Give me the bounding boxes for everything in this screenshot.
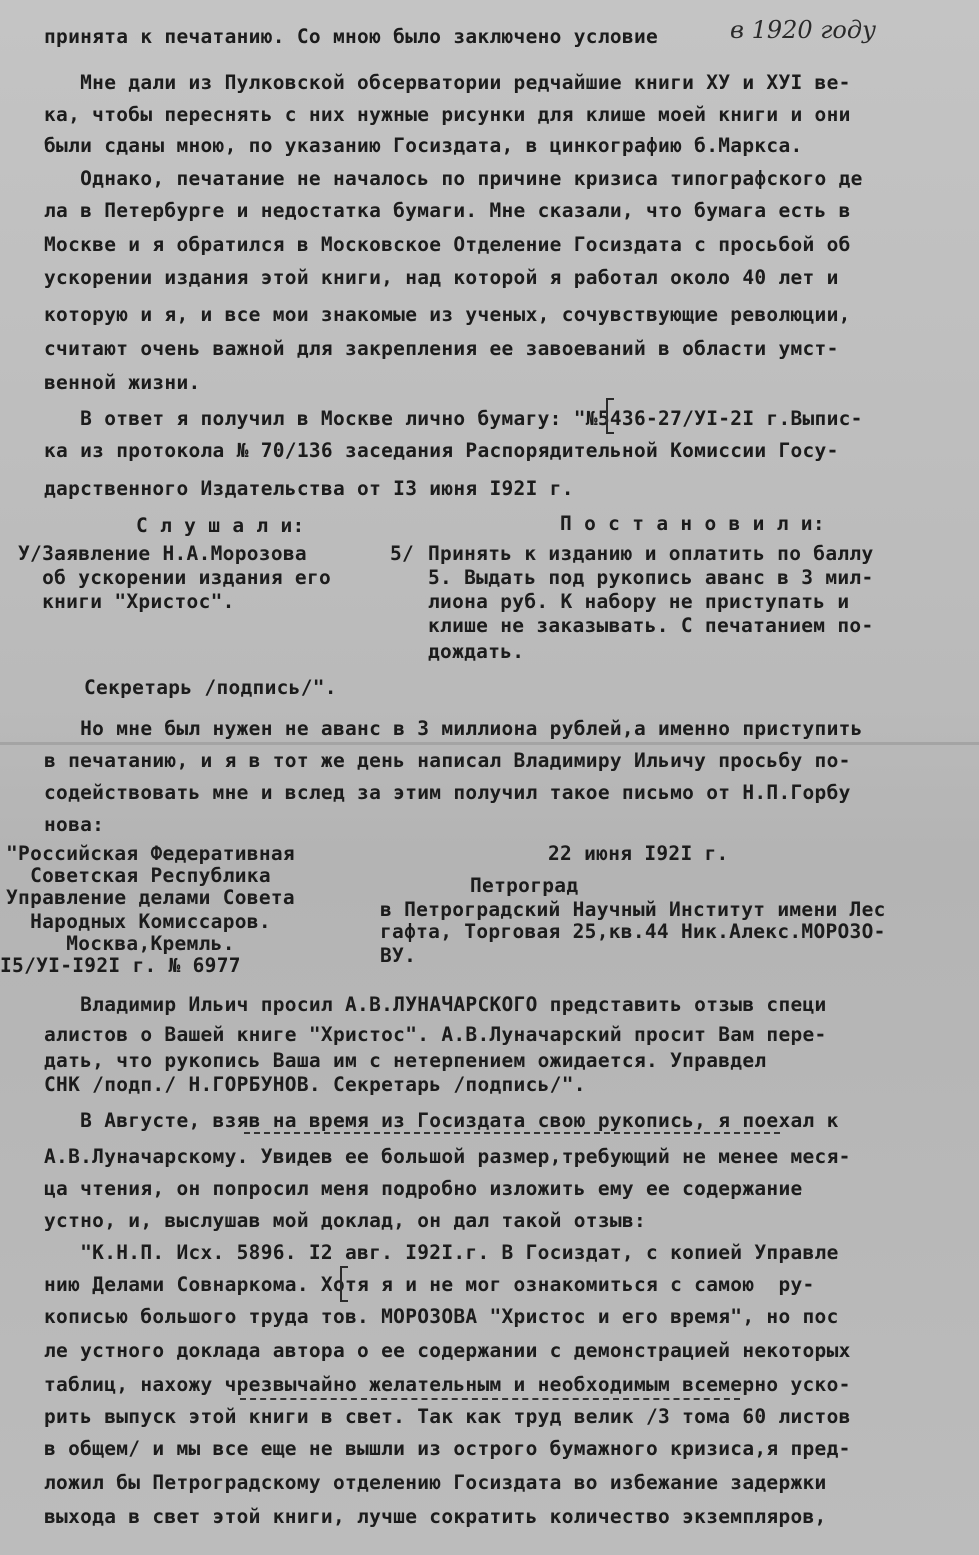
text-line: считают очень важной для закрепления ее завоеваний в области умст- [44, 337, 839, 360]
text-line: в общем/ и мы все еще не вышли из острого бумажного кризиса,я пред- [44, 1437, 851, 1460]
text-line: Мне дали из Пулковской обсерватории редчайшие книги ХУ и ХУI ве- [44, 71, 851, 94]
text-line: Но мне был нужен не аванс в 3 миллиона рублей,а именно приступить [44, 717, 863, 740]
letter-sender-line: Народных Комиссаров. [6, 910, 271, 933]
letter-address-line: в Петроградский Научный Институт имени Лес [380, 898, 886, 921]
text-line: В Августе, взяв на время из Госиздата свою рукопись, я поехал к [44, 1109, 839, 1132]
letter-sender-line: Москва,Кремль. [6, 932, 235, 955]
protocol-heard-heading: С л у ш а л и: [136, 514, 305, 537]
text-line: В ответ я получил в Москве лично бумагу: "№5436-27/УI-2I г.Выпис- [44, 407, 863, 430]
text-line: содействовать мне и вслед за этим получил такое письмо от Н.П.Горбу [44, 781, 851, 804]
text-line: венной жизни. [44, 371, 201, 394]
text-line: Москве и я обратился в Московское Отделение Госиздата с просьбой об [44, 233, 851, 256]
text-line: нию Делами Совнаркома. Хотя я и не мог ознакомиться с самою ру- [44, 1273, 815, 1296]
text-line: Владимир Ильич просил А.В.ЛУНАЧАРСКОГО представить отзыв специ [44, 993, 827, 1016]
text-line: ла в Петербурге и недостатка бумаги. Мне сказали, что бумага есть в [44, 199, 851, 222]
protocol-heard-line: У/Заявление Н.А.Морозова [18, 542, 307, 565]
text-line: "К.Н.П. Исх. 5896. I2 авг. I92I.г. В Госиздат, с копией Управле [44, 1241, 839, 1264]
protocol-heard-line: об ускорении издания его [18, 566, 332, 589]
text-line: нова: [44, 813, 105, 836]
text-line: дарственного Издательства от I3 июня I92I г. [44, 477, 574, 500]
protocol-decided-line: лиона руб. К набору не приступать и [428, 590, 850, 613]
text-line: ца чтения, он попросил меня подробно изложить ему ее содержание [44, 1177, 803, 1200]
text-line: устно, и, выслушав мой доклад, он дал такой отзыв: [44, 1209, 646, 1232]
margin-bracket [340, 1266, 348, 1302]
letter-address-line: гафта, Торговая 25,кв.44 Ник.Алекс.МОРОЗО- [380, 920, 886, 943]
letter-sender-line: Советская Республика [6, 864, 271, 887]
text-line: ложил бы Петроградскому отделению Госиздата во избежание задержки [44, 1471, 827, 1494]
handwritten-note: в 1920 году [730, 16, 877, 44]
letter-date: 22 июня I92I г. [548, 842, 729, 865]
protocol-decided-number: 5/ [390, 542, 415, 565]
text-line: ускорении издания этой книги, над которой я работал около 40 лет и [44, 266, 839, 289]
protocol-secretary: Секретарь /подпись/". [84, 676, 337, 699]
text-line: которую и я, и все мои знакомые из ученых, сочувствующие революции, [44, 303, 851, 326]
text-line: принята к печатанию. Со мною было заключено условие [44, 25, 659, 48]
letter-sender-line: Управление делами Совета [6, 886, 295, 909]
paper-fold [0, 742, 979, 745]
letter-sender-line: I5/УI-I92I г. № 6977 [0, 954, 241, 977]
protocol-decided-line: 5. Выдать под рукопись аванс в 3 мил- [428, 566, 874, 589]
text-line: дать, что рукопись Ваша им с нетерпением ожидается. Управдел [44, 1049, 767, 1072]
text-line: А.В.Луначарскому. Увидев ее большой размер,требующий не менее меся- [44, 1145, 851, 1168]
protocol-decided-line: Принять к изданию и оплатить по баллу [428, 542, 874, 565]
text-line: в печатанию, и я в тот же день написал Владимиру Ильичу просьбу по- [44, 749, 851, 772]
text-line: алистов о Вашей книге "Христос". А.В.Луначарский просит Вам пере- [44, 1023, 827, 1046]
text-line: выхода в свет этой книги, лучше сократить количество экземпляров, [44, 1505, 827, 1528]
text-line: были сданы мною, по указанию Госиздата, в цинкографию б.Маркса. [44, 134, 803, 157]
text-line: таблиц, нахожу чрезвычайно желательным и необходимым всемерно уско- [44, 1373, 851, 1396]
letter-sender-line: "Российская Федеративная [6, 842, 295, 865]
protocol-decided-line: клише не заказывать. С печатанием по- [428, 614, 874, 637]
pencil-underline [240, 1398, 740, 1400]
pencil-underline [244, 1132, 780, 1134]
text-line: ка из протокола № 70/136 заседания Распорядительной Комиссии Госу- [44, 439, 839, 462]
text-line: ле устного доклада автора о ее содержании с демонстрацией некоторых [44, 1339, 851, 1362]
text-line: Однако, печатание не началось по причине кризиса типографского де [44, 167, 863, 190]
letter-address-line: ВУ. [380, 944, 417, 967]
margin-bracket [606, 398, 614, 434]
protocol-decided-heading: П о с т а н о в и л и: [560, 512, 825, 535]
letter-city: Петроград [470, 874, 579, 897]
text-line: ка, чтобы переснять с них нужные рисунки для клише моей книги и они [44, 103, 851, 126]
text-line: кописью большого труда тов. МОРОЗОВА "Христос и его время", но пос [44, 1305, 839, 1328]
text-line: рить выпуск этой книги в свет. Так как труд велик /3 тома 60 листов [44, 1405, 851, 1428]
protocol-decided-line: дождать. [428, 640, 525, 663]
protocol-heard-line: книги "Христос". [18, 590, 235, 613]
text-line: СНК /подп./ Н.ГОРБУНОВ. Секретарь /подпись/". [44, 1073, 586, 1096]
